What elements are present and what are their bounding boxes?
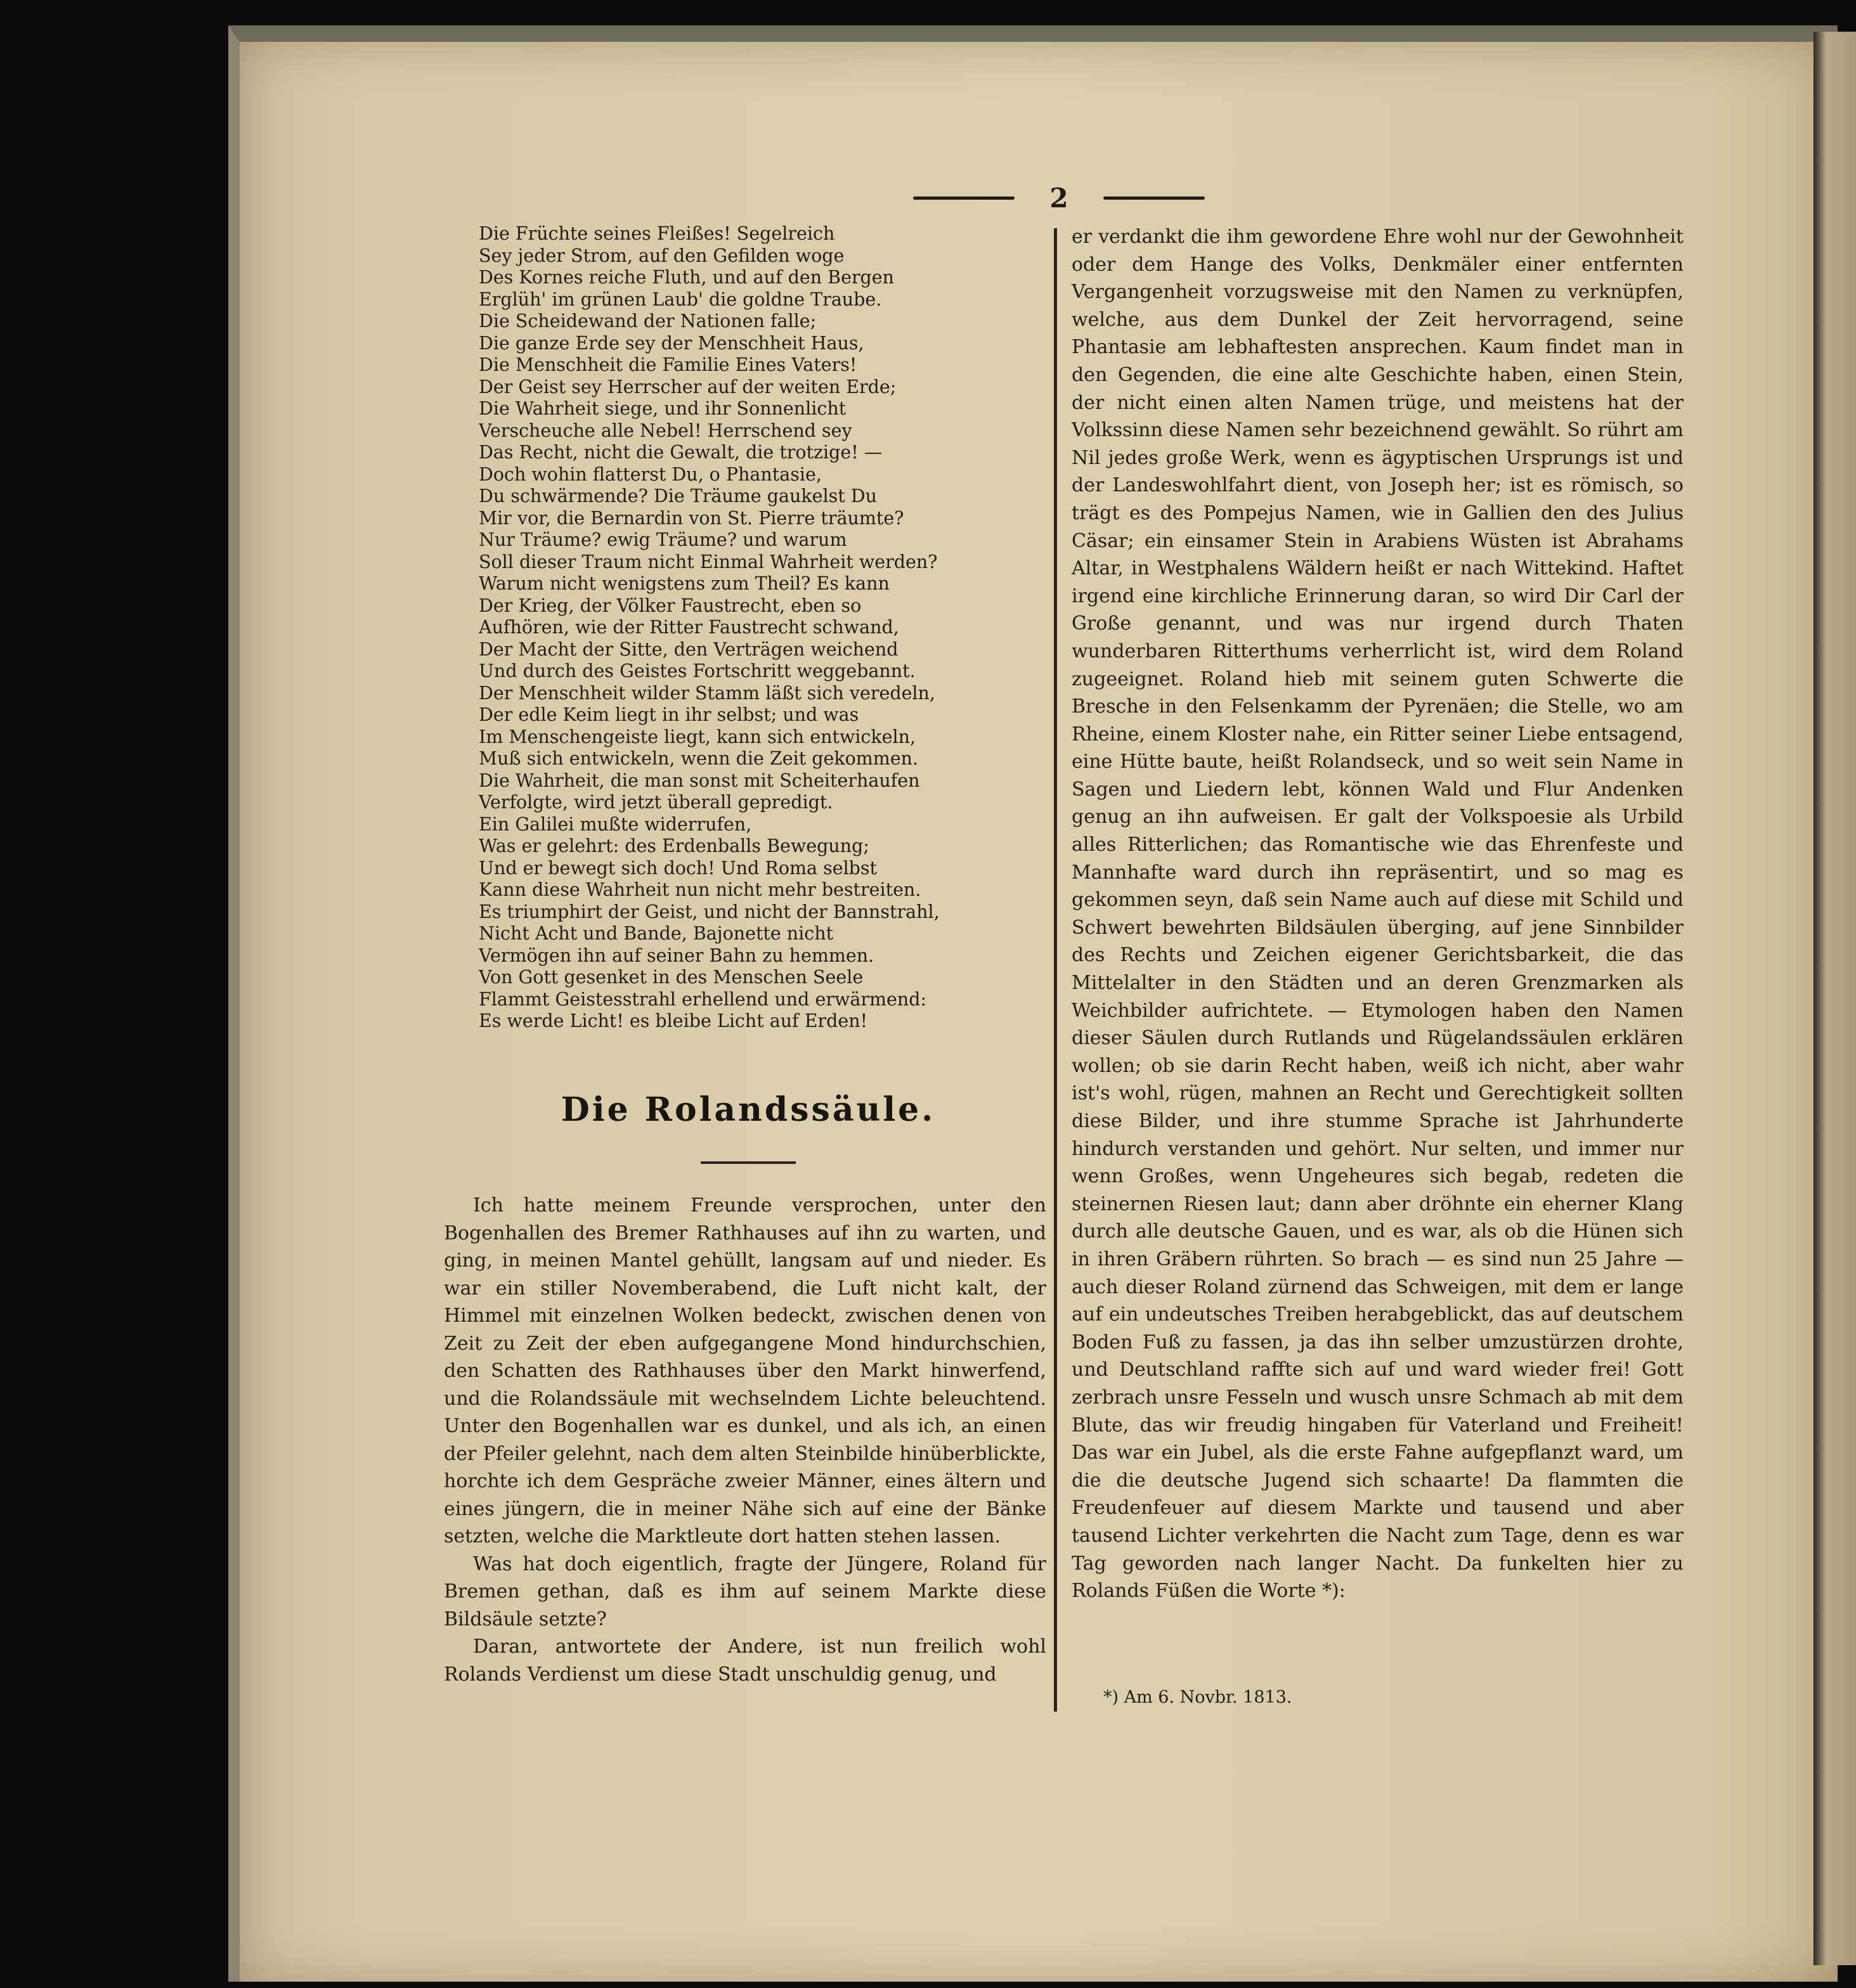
ornament-rule-left — [913, 197, 1015, 200]
poem-line: Nicht Acht und Bande, Bajonette nicht — [479, 923, 834, 944]
poem-line: Verfolgte, wird jetzt überall gepredigt. — [479, 792, 833, 813]
paragraph: Daran, antwortete der Andere, ist nun freilich wohl Rolands Verdienst um diese Stadt unschuldig genug, und — [444, 1636, 1046, 1686]
poem-line: Die Wahrheit siege, und ihr Sonnenlicht — [479, 398, 847, 419]
poem-block — [479, 223, 1049, 1033]
poem-line: Die ganze Erde sey der Menschheit Haus, — [479, 332, 864, 354]
poem-line: Aufhören, wie der Ritter Faustrecht schwand, — [479, 617, 899, 638]
poem-line: Der Menschheit wilder Stamm läßt sich veredeln, — [479, 682, 935, 704]
poem-line: Der edle Keim liegt in ihr selbst; und was — [479, 704, 859, 725]
poem-line: Der Geist sey Herrscher auf der weiten Erde; — [479, 376, 897, 397]
poem-line: Es werde Licht! es bleibe Licht auf Erden! — [479, 1010, 868, 1031]
poem-line: Vermögen ihn auf seiner Bahn zu hemmen. — [479, 945, 874, 966]
poem-line: Was er gelehrt: des Erdenballs Bewegung; — [479, 836, 869, 856]
poem-line: Der Krieg, der Völker Faustrecht, eben so — [479, 595, 862, 616]
footnote: *) Am 6. Novbr. 1813. — [1103, 1688, 1292, 1707]
poem-line: Die Wahrheit, die man sonst mit Scheiterhaufen — [479, 770, 920, 791]
page-number-row — [913, 179, 1205, 217]
poem-line: Die Früchte seines Fleißes! Segelreich — [479, 223, 835, 244]
poem-line: Die Menschheit die Familie Eines Vaters! — [479, 354, 857, 375]
page-number: 2 — [1049, 182, 1068, 214]
poem-line: Und er bewegt sich doch! Und Roma selbst — [479, 857, 878, 879]
poem-line: Nur Träume? ewig Träume? und warum — [479, 529, 847, 550]
right-column-prose — [1072, 223, 1684, 1605]
heading-rule — [701, 1161, 796, 1164]
ornament-rule-right — [1103, 197, 1205, 200]
column-divider — [1054, 228, 1057, 1712]
poem-line: Du schwärmende? Die Träume gaukelst Du — [479, 486, 877, 507]
poem-line: Warum nicht wenigstens zum Theil? Es kann — [479, 573, 890, 594]
poem-line: Mir vor, die Bernardin von St. Pierre träumte? — [479, 507, 904, 529]
paragraph-continuation: er verdankt die ihm gewordene Ehre wohl nur der Gewohnheit oder dem Hange des Volks, Denkmäler einer entfernten Vergangenheit vorzugsweise mit den Namen zu verknüpfen, welche, aus dem Dunkel der Zeit hervorragend, seine Phantasie am lebhaftesten ansprechen. Kaum findet man in den Gegenden, die eine alte Geschichte haben, einen Stein, der nicht einen alten Namen trüge, und meistens hat der Volkssinn diese Namen sehr bezeichnend gewählt. So rührt am Nil jedes große Werk, wenn es ägyptischen Ursprungs ist und der Landeswohlfahrt dient, von Joseph her; ist es römisch, so trägt es des Pompejus Namen, wie in Gallien den des Julius Cäsar; ein einsamer Stein in Arabiens Wüsten ist Abrahams Altar, in Westphalens Wäldern heißt er nach Wittekind. Haftet irgend eine kirchliche Erinnerung daran, so wird Dir Carl der Große genannt, und was nur irgend durch Thaten wunderbaren Ritterthums verherrlicht ist, wird dem Roland zugeeignet. Roland hieb mit seinem guten Schwerte die Bresche in den Felsenkamm der Pyrenäen; die Stelle, wo am Rheine, einem Kloster nahe, ein Ritter seiner Liebe entsagend, eine Hütte baute, heißt Rolandseck, und so weit sein Name in Sagen und Liedern lebt, können Wald und Flur Andenken genug an ihn aufweisen. Er galt der Volkspoesie als Urbild alles Ritterlichen; das Romantische wie das Ehrenfeste und Mannhafte ward durch ihn repräsentirt, und so mag es gekommen seyn, daß sein Name auch auf diese mit Schild und Schwert bewehrten Bildsäulen überging, auf jene Sinnbilder des Rechts und Zeichen eigener Gerichtsbarkeit, die das Mittelalter in den Städten und an deren Grenzmarken als Weichbilder aufrichtete. — Etymologen haben den Namen dieser Säulen durch Rutlands und Rügelandssäulen erklären wollen; ob sie darin Recht haben, weiß ich nicht, aber wahr ist's wohl, rügen, mahnen an Recht und Gerechtigkeit sollten diese Bilder, und ihre stumme Sprache ist Jahrhunderte hindurch verstanden und gehört. Nur selten, und immer nur wenn Großes, wenn Ungeheures sich begab, redeten die steinernen Riesen laut; dann aber dröhnte ein eherner Klang durch alle deutsche Gauen, und es war, als ob die Hünen sich in ihren Gräbern rührten. So brach — es sind nun 25 Jahre — auch dieser Roland zürnend das Schweigen, mit dem er lange auf ein undeutsches Treiben herabgeblickt, das auf deutschem Boden Fuß zu fassen, ja das ihn selber umzustürzen drohte, und Deutschland raffte sich auf und ward wieder frei! Gott zerbrach unsre Fesseln und wusch unsre Schmach ab mit dem Blute, das wir freudig hingaben für Vaterland und Freiheit! Das war ein Jubel, als die erste Fahne aufgepflanzt ward, um die die deutsche Jugend sich schaarte! Da flammten die Freudenfeuer auf diesem Markte und tausend und aber tausend Lichter verkehrten die Nacht zum Tage, denn es war Tag geworden nach langer Nacht. Da funkelten hier zu Rolands Füßen die Worte *): — [1072, 226, 1684, 1603]
poem-line: Verscheuche alle Nebel! Herrschend sey — [479, 420, 852, 441]
left-column-prose — [444, 1192, 1046, 1688]
article-heading: Die Rolandssäule. — [561, 1090, 936, 1129]
poem-line: Der Macht der Sitte, den Verträgen weichend — [479, 638, 899, 660]
poem-line: Die Scheidewand der Nationen falle; — [479, 311, 817, 332]
poem-line: Soll dieser Traum nicht Einmal Wahrheit werden? — [479, 551, 938, 572]
poem-line: Kann diese Wahrheit nun nicht mehr bestreiten. — [479, 879, 921, 900]
paragraph: Was hat doch eigentlich, fragte der Jüngere, Roland für Bremen gethan, daß es ihm auf seinem Markte diese Bildsäule setzte? — [444, 1552, 1046, 1630]
poem-line: Muß sich entwickeln, wenn die Zeit gekommen. — [479, 748, 919, 769]
poem-line: Des Kornes reiche Fluth, und auf den Bergen — [479, 267, 895, 288]
poem-line: Ein Galilei mußte widerrufen, — [479, 813, 752, 835]
poem-line: Doch wohin flatterst Du, o Phantasie, — [479, 463, 822, 485]
poem-line: Von Gott gesenket in des Menschen Seele — [479, 967, 864, 988]
paragraph: Ich hatte meinem Freunde versprochen, unter den Bogenhallen des Bremer Rathhauses auf ihn zu warten, und ging, in meinen Mantel gehüllt, langsam auf und nieder. Es war ein stiller Novemberabend, die Luft nicht kalt, der Himmel mit einzelnen Wolken bedeckt, zwischen denen von Zeit zu Zeit der eben aufgegangene Mond hindurchschien, den Schatten des Rathhauses über den Markt hinwerfend, und die Rolandssäule mit wechselndem Lichte beleuchtend. Unter den Bogenhallen war es dunkel, und als ich, an einen der Pfeiler gelehnt, nach dem alten Steinbilde hinüberblickte, horchte ich dem Gespräche zweier Männer, eines ältern und eines jüngern, die in meiner Nähe sich auf eine der Bänke setzten, welche die Marktleute dort hatten stehen lassen. — [444, 1194, 1046, 1547]
poem-line: Flammt Geistesstrahl erhellend und erwärmend: — [479, 988, 927, 1010]
poem-line: Erglüh' im grünen Laub' die goldne Traube. — [479, 288, 882, 310]
facing-page-edge — [1814, 32, 1856, 1965]
poem-line: Es triumphirt der Geist, und nicht der Bannstrahl, — [479, 901, 940, 922]
poem-line: Und durch des Geistes Fortschritt weggebannt. — [479, 661, 916, 681]
poem-line: Das Recht, nicht die Gewalt, die trotzige! — — [479, 442, 883, 463]
poem-line: Im Menschengeiste liegt, kann sich entwickeln, — [479, 726, 916, 747]
poem-line: Sey jeder Strom, auf den Gefilden woge — [479, 245, 845, 266]
